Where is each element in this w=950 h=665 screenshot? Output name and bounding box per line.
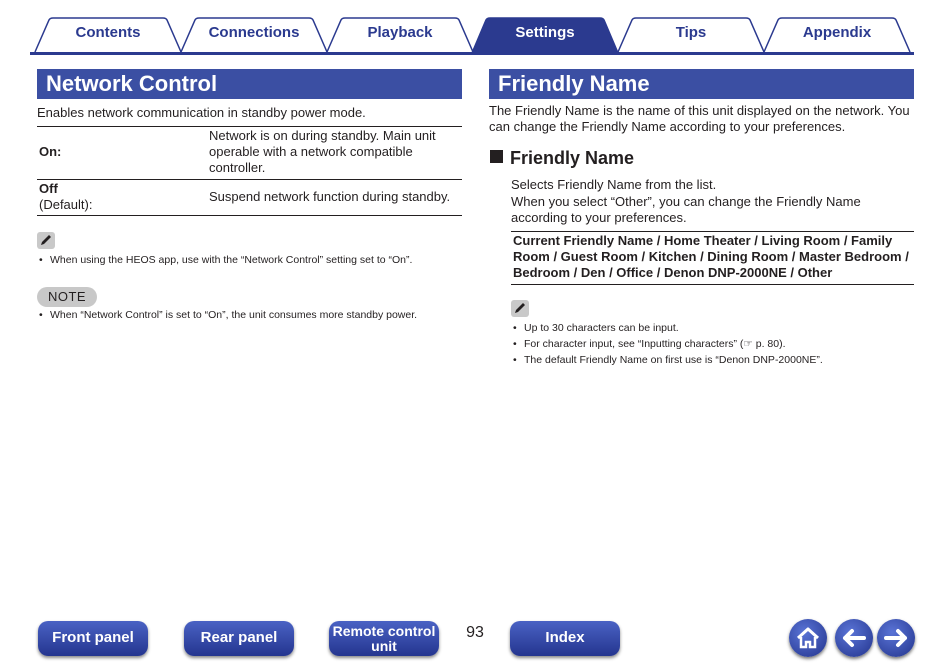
tab-label: Appendix <box>802 24 872 41</box>
friendly-name-tips <box>511 320 911 368</box>
friendly-name-subheading: Friendly Name <box>510 148 635 168</box>
remote-control-label: Remote control <box>332 623 436 639</box>
index-label: Index <box>545 629 585 646</box>
tip-list <box>37 252 467 268</box>
arrow-left-icon <box>835 619 873 657</box>
tab-tips[interactable] <box>617 17 765 52</box>
note-list <box>37 307 467 323</box>
page-number: 93 <box>466 624 484 641</box>
list-item: • The default Friendly Name on first use is “Denon DNP-2000NE”. <box>511 352 911 368</box>
options-rule-top <box>511 231 914 232</box>
tab-label: Playback <box>367 24 433 41</box>
home-icon <box>789 619 827 657</box>
rear-panel-label: Rear panel <box>200 629 278 646</box>
tab-bar <box>30 17 914 55</box>
tab-connections[interactable] <box>180 17 328 52</box>
network-control-intro: Enables network communication in standby power mode. <box>37 105 366 120</box>
row-off-key-sub: (Default): <box>39 197 93 212</box>
tab-label: Settings <box>515 24 575 41</box>
pencil-icon <box>511 300 529 317</box>
tab-label: Contents <box>75 24 141 41</box>
row-off-value-line: Suspend network function during standby. <box>209 189 451 204</box>
row-on-value-line: operable with a network compatible <box>209 144 413 159</box>
home-button[interactable] <box>789 619 827 657</box>
tab-settings[interactable] <box>471 17 619 52</box>
friendly-name-desc-line: according to your preferences. <box>511 210 687 225</box>
options-line: Current Friendly Name / Home Theater / Living Room / Family <box>513 233 893 248</box>
friendly-name-desc-line: Selects Friendly Name from the list. <box>511 177 717 192</box>
row-on-value-line: Network is on during standby. Main unit <box>209 128 436 143</box>
options-line: Bedroom / Den / Office / Denon DNP-2000NE / Other <box>513 265 833 280</box>
tab-label: Connections <box>208 24 300 41</box>
tab-playback[interactable] <box>326 17 474 52</box>
friendly-name-intro-line: can change the Friendly Name according to your preferences. <box>489 119 846 134</box>
section-title-network-control: Network Control <box>37 69 462 99</box>
friendly-name-intro-line: The Friendly Name is the name of this unit displayed on the network. You <box>489 103 910 118</box>
row-off-key: Off <box>39 181 58 196</box>
remote-control-label-line2: unit <box>371 638 397 654</box>
remote-control-unit-button[interactable] <box>329 621 439 656</box>
tab-contents[interactable] <box>34 17 182 52</box>
list-item: • Up to 30 characters can be input. <box>511 320 911 336</box>
table-rule-bottom <box>37 215 462 216</box>
rear-panel-button[interactable] <box>184 621 294 656</box>
section-title-friendly-name: Friendly Name <box>489 69 914 99</box>
tab-label: Tips <box>675 24 707 41</box>
note-badge: NOTE <box>37 287 97 307</box>
table-rule-top <box>37 126 462 127</box>
options-line: Room / Guest Room / Kitchen / Dining Room / Master Bedroom / <box>513 249 909 264</box>
list-item: • When “Network Control” is set to “On”, the unit consumes more standby power. <box>37 307 467 323</box>
list-item: • When using the HEOS app, use with the “Network Control” setting set to “On”. <box>37 252 467 268</box>
pencil-icon <box>37 232 55 249</box>
front-panel-label: Front panel <box>52 629 134 646</box>
row-on-value-line: controller. <box>209 160 266 175</box>
tab-appendix[interactable] <box>763 17 911 52</box>
friendly-name-desc-line: When you select “Other”, you can change the Friendly Name <box>511 194 861 209</box>
square-bullet-icon <box>490 150 503 163</box>
list-item: • For character input, see “Inputting characters” (☞ p. 80). <box>511 336 911 352</box>
forward-button[interactable] <box>877 619 915 657</box>
front-panel-button[interactable] <box>38 621 148 656</box>
index-button[interactable] <box>510 621 620 656</box>
options-rule-bottom <box>511 284 914 285</box>
table-rule-mid <box>37 179 462 180</box>
row-on-key: On: <box>39 144 62 159</box>
back-button[interactable] <box>835 619 873 657</box>
arrow-right-icon <box>877 619 915 657</box>
